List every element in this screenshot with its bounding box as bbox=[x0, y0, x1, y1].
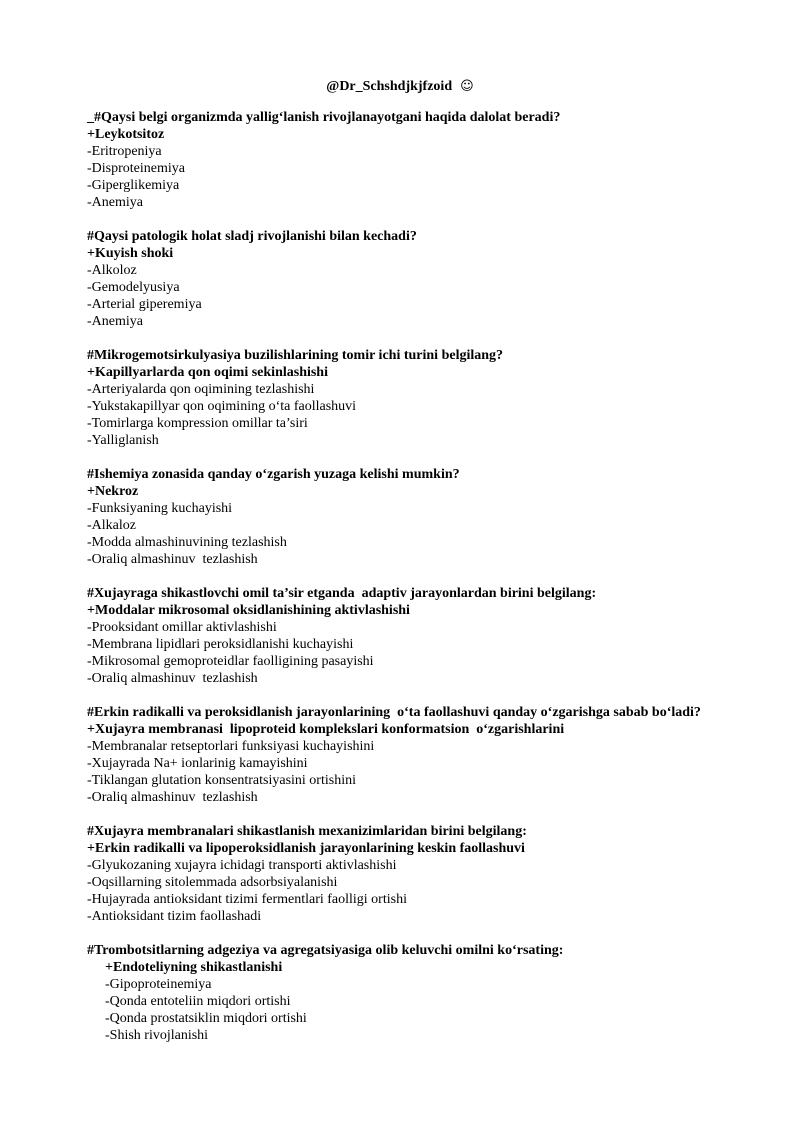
answer-option: -Mikrosomal gemoproteidlar faolligining pasayishi bbox=[87, 654, 374, 669]
answer-option: -Prooksidant omillar aktivlashishi bbox=[87, 620, 277, 635]
answer-option: -Eritropeniya bbox=[87, 144, 162, 159]
answer-option: -Disproteinemiya bbox=[87, 161, 185, 176]
question-block bbox=[87, 466, 787, 568]
correct-answer: +Moddalar mikrosomal oksidlanishining aktivlashishi bbox=[87, 603, 410, 618]
answer-option: -Shish rivojlanishi bbox=[105, 1028, 209, 1043]
answer-option: -Yukstakapillyar qon oqimining o‘ta faollashuvi bbox=[87, 399, 357, 414]
question-block bbox=[87, 109, 787, 211]
answer-option: -Yalliglanish bbox=[87, 433, 159, 448]
correct-answer: +Kuyish shoki bbox=[87, 246, 174, 261]
correct-answer: +Kapillyarlarda qon oqimi sekinlashishi bbox=[87, 365, 328, 380]
question-block bbox=[87, 704, 787, 806]
question-text: #Ishemiya zonasida qanday o‘zgarish yuzaga kelishi mumkin? bbox=[87, 467, 460, 482]
answer-option: -Anemiya bbox=[87, 314, 143, 329]
answer-option: -Funksiyaning kuchayishi bbox=[87, 501, 233, 516]
answer-option: -Membranalar retseptorlari funksiyasi kuchayishini bbox=[87, 739, 375, 754]
answer-option: -Oraliq almashinuv tezlashish bbox=[87, 552, 258, 567]
question-list bbox=[87, 109, 787, 1061]
question-text: #Xujayra membranalari shikastlanish mexanizimlaridan birini belgilang: bbox=[87, 824, 527, 839]
correct-answer: +Nekroz bbox=[87, 484, 139, 499]
answer-option: -Gemodelyusiya bbox=[87, 280, 180, 295]
answer-option: -Xujayrada Na+ ionlarinig kamayishini bbox=[87, 756, 308, 771]
question-block bbox=[87, 823, 787, 925]
question-block bbox=[87, 942, 787, 1044]
answer-option: -Modda almashinuvining tezlashish bbox=[87, 535, 287, 550]
question-text: #Trombotsitlarning adgeziya va agregatsiyasiga olib keluvchi omilni ko‘rsating: bbox=[87, 943, 564, 958]
answer-option: -Oraliq almashinuv tezlashish bbox=[87, 671, 258, 686]
answer-option: -Qonda prostatsiklin miqdori ortishi bbox=[105, 1011, 307, 1026]
answer-option: -Anemiya bbox=[87, 195, 143, 210]
smiley-icon: ☺ bbox=[460, 79, 474, 94]
answer-option: -Alkaloz bbox=[87, 518, 136, 533]
answer-option: -Giperglikemiya bbox=[87, 178, 180, 193]
answer-option: -Alkoloz bbox=[87, 263, 137, 278]
answer-option: -Arteriyalarda qon oqimining tezlashishi bbox=[87, 382, 315, 397]
page-header bbox=[0, 78, 800, 95]
correct-answer: +Endoteliyning shikastlanishi bbox=[105, 960, 283, 975]
question-text: #Erkin radikalli va peroksidlanish jarayonlarining o‘ta faollashuvi qanday o‘zgarishga sabab bo‘ladi? bbox=[87, 705, 701, 720]
answer-option: -Glyukozaning xujayra ichidagi transporti aktivlashishi bbox=[87, 858, 397, 873]
answer-option: -Oraliq almashinuv tezlashish bbox=[87, 790, 258, 805]
correct-answer: +Leykotsitoz bbox=[87, 127, 165, 142]
correct-answer: +Erkin radikalli va lipoperoksidlanish jarayonlarining keskin faollashuvi bbox=[87, 841, 525, 856]
answer-option: -Oqsillarning sitolemmada adsorbsiyalanishi bbox=[87, 875, 338, 890]
answer-option: -Arterial giperemiya bbox=[87, 297, 202, 312]
question-block bbox=[87, 585, 787, 687]
answer-option: -Tomirlarga kompression omillar ta’siri bbox=[87, 416, 308, 431]
question-block bbox=[87, 228, 787, 330]
correct-answer: +Xujayra membranasi lipoproteid komplekslari konformatsion o‘zgarishlarini bbox=[87, 722, 565, 737]
header-title: @Dr_Schshdjkjfzoid bbox=[326, 79, 453, 94]
question-text: #Qaysi patologik holat sladj rivojlanishi bilan kechadi? bbox=[87, 229, 417, 244]
answer-option: -Gipoproteinemiya bbox=[105, 977, 212, 992]
answer-option: -Antioksidant tizim faollashadi bbox=[87, 909, 262, 924]
question-text: #Mikrogemotsirkulyasiya buzilishlarining tomir ichi turini belgilang? bbox=[87, 348, 504, 363]
question-block bbox=[87, 347, 787, 449]
question-text: _#Qaysi belgi organizmda yallig‘lanish rivojlanayotgani haqida dalolat beradi? bbox=[87, 110, 561, 125]
answer-option: -Membrana lipidlari peroksidlanishi kuchayishi bbox=[87, 637, 354, 652]
answer-option: -Qonda entoteliin miqdori ortishi bbox=[105, 994, 291, 1009]
answer-option: -Tiklangan glutation konsentratsiyasini ortishini bbox=[87, 773, 356, 788]
question-text: #Xujayraga shikastlovchi omil ta’sir etganda adaptiv jarayonlardan birini belgilang: bbox=[87, 586, 597, 601]
answer-option: -Hujayrada antioksidant tizimi fermentlari faolligi ortishi bbox=[87, 892, 407, 907]
